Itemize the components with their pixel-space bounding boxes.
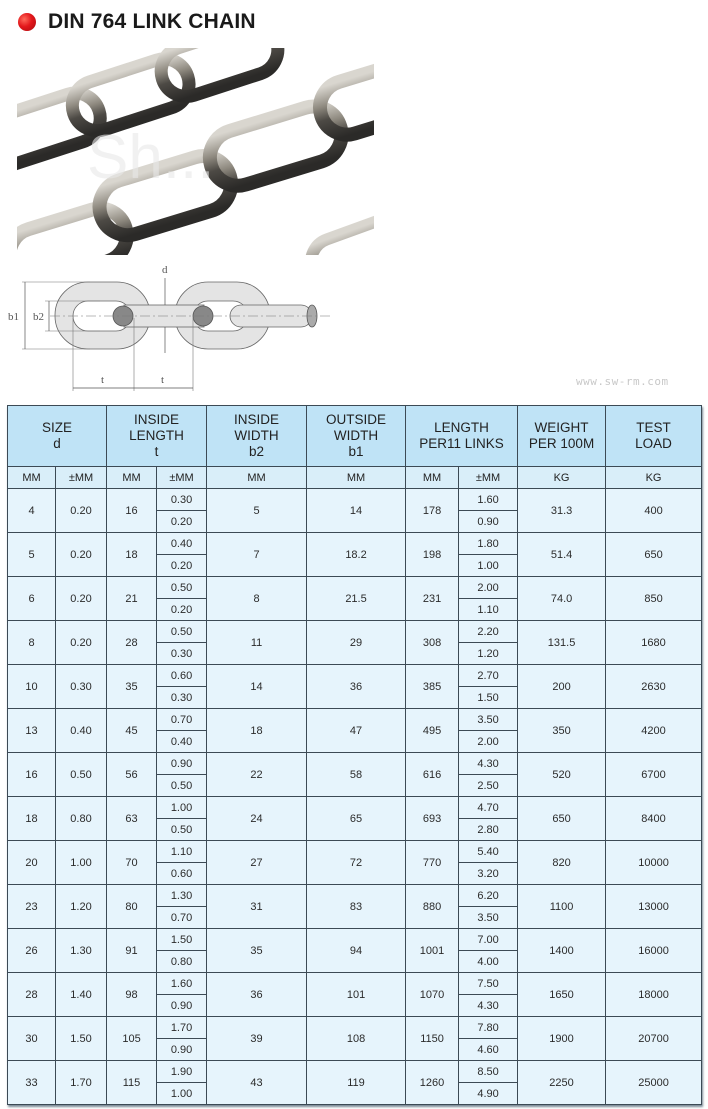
cell-inside-length: 98	[107, 973, 157, 1017]
table-row	[8, 665, 702, 687]
cell-length-11-tol-upper: 8.50	[459, 1061, 518, 1083]
cell-length-11-links: 1260	[406, 1061, 459, 1105]
cell-length-11-tol-lower: 4.00	[459, 951, 518, 973]
cell-size-d: 28	[8, 973, 56, 1017]
unit-cell: MM	[107, 467, 157, 489]
cell-outside-width: 94	[307, 929, 406, 973]
cell-inside-length-tol-upper: 1.90	[157, 1061, 207, 1083]
cell-inside-length: 115	[107, 1061, 157, 1105]
cell-inside-length: 35	[107, 665, 157, 709]
cell-length-11-links: 231	[406, 577, 459, 621]
cell-length-11-tol-lower: 0.90	[459, 511, 518, 533]
cell-length-11-links: 495	[406, 709, 459, 753]
cell-inside-width: 36	[207, 973, 307, 1017]
units-row	[8, 467, 702, 489]
cell-inside-length-tol-lower: 0.30	[157, 643, 207, 665]
cell-weight: 2250	[518, 1061, 606, 1105]
cell-inside-length: 21	[107, 577, 157, 621]
cell-length-11-tol-lower: 4.60	[459, 1039, 518, 1061]
cell-inside-length: 63	[107, 797, 157, 841]
cell-length-11-tol-upper: 3.50	[459, 709, 518, 731]
cell-size-d: 20	[8, 841, 56, 885]
table-row	[8, 489, 702, 511]
cell-test-load: 400	[606, 489, 702, 533]
cell-inside-width: 43	[207, 1061, 307, 1105]
cell-inside-length: 80	[107, 885, 157, 929]
cell-size-tolerance: 1.70	[56, 1061, 107, 1105]
chain-photo	[17, 48, 374, 255]
cell-outside-width: 58	[307, 753, 406, 797]
cell-inside-length-tol-upper: 0.90	[157, 753, 207, 775]
cell-inside-length-tol-upper: 1.00	[157, 797, 207, 819]
red-bullet-icon	[18, 13, 36, 31]
cell-inside-length-tol-lower: 0.60	[157, 863, 207, 885]
cell-length-11-links: 385	[406, 665, 459, 709]
cell-outside-width: 21.5	[307, 577, 406, 621]
cell-length-11-links: 308	[406, 621, 459, 665]
cell-inside-length-tol-upper: 0.30	[157, 489, 207, 511]
page-title: DIN 764 LINK CHAIN	[48, 10, 256, 33]
cell-inside-length-tol-lower: 0.40	[157, 731, 207, 753]
b2-label: b2	[33, 311, 44, 323]
cell-test-load: 1680	[606, 621, 702, 665]
cell-size-tolerance: 0.50	[56, 753, 107, 797]
header-test-load: TEST LOAD	[606, 406, 702, 467]
chain-dimension-diagram	[0, 258, 360, 393]
cell-weight: 1400	[518, 929, 606, 973]
cell-inside-length: 56	[107, 753, 157, 797]
cell-length-11-links: 693	[406, 797, 459, 841]
unit-cell: MM	[307, 467, 406, 489]
cell-weight: 31.3	[518, 489, 606, 533]
cell-length-11-tol-upper: 2.70	[459, 665, 518, 687]
cell-length-11-tol-lower: 2.00	[459, 731, 518, 753]
cell-size-d: 26	[8, 929, 56, 973]
cell-inside-width: 7	[207, 533, 307, 577]
cell-length-11-tol-lower: 2.50	[459, 775, 518, 797]
cell-length-11-tol-lower: 3.20	[459, 863, 518, 885]
cell-length-11-tol-upper: 2.00	[459, 577, 518, 599]
cell-size-d: 30	[8, 1017, 56, 1061]
table-row	[8, 929, 702, 951]
table-row	[8, 1061, 702, 1083]
cell-weight: 1650	[518, 973, 606, 1017]
cell-length-11-tol-lower: 3.50	[459, 907, 518, 929]
table-row	[8, 885, 702, 907]
cell-size-d: 13	[8, 709, 56, 753]
cell-inside-length-tol-upper: 1.70	[157, 1017, 207, 1039]
cell-inside-length: 28	[107, 621, 157, 665]
cell-inside-length-tol-upper: 0.50	[157, 577, 207, 599]
cell-length-11-tol-lower: 1.00	[459, 555, 518, 577]
header-length-per-11-links: LENGTH PER11 LINKS	[406, 406, 518, 467]
cell-size-d: 16	[8, 753, 56, 797]
cell-inside-length-tol-upper: 0.50	[157, 621, 207, 643]
cell-weight: 520	[518, 753, 606, 797]
page-header	[18, 8, 256, 36]
cell-length-11-tol-lower: 1.50	[459, 687, 518, 709]
cell-inside-length-tol-lower: 0.20	[157, 599, 207, 621]
header-outside-width: OUTSIDE WIDTH b1	[307, 406, 406, 467]
cell-outside-width: 18.2	[307, 533, 406, 577]
cell-weight: 1900	[518, 1017, 606, 1061]
cell-size-d: 23	[8, 885, 56, 929]
cell-inside-length-tol-lower: 1.00	[157, 1083, 207, 1105]
cell-length-11-tol-upper: 1.80	[459, 533, 518, 555]
cell-inside-width: 8	[207, 577, 307, 621]
cell-inside-length: 105	[107, 1017, 157, 1061]
cell-length-11-tol-upper: 6.20	[459, 885, 518, 907]
table-row	[8, 753, 702, 775]
cell-test-load: 25000	[606, 1061, 702, 1105]
cell-inside-length-tol-upper: 1.10	[157, 841, 207, 863]
cell-test-load: 16000	[606, 929, 702, 973]
cell-length-11-tol-lower: 4.90	[459, 1083, 518, 1105]
cell-length-11-links: 616	[406, 753, 459, 797]
cell-size-tolerance: 0.20	[56, 577, 107, 621]
unit-cell: ±MM	[459, 467, 518, 489]
d-label: d	[162, 264, 168, 276]
header-size: SIZE d	[8, 406, 107, 467]
cell-weight: 350	[518, 709, 606, 753]
header-weight: WEIGHT PER 100M	[518, 406, 606, 467]
cell-inside-length-tol-lower: 0.80	[157, 951, 207, 973]
cell-test-load: 850	[606, 577, 702, 621]
table-row	[8, 841, 702, 863]
cell-inside-width: 39	[207, 1017, 307, 1061]
cell-inside-width: 31	[207, 885, 307, 929]
cell-inside-length-tol-upper: 1.50	[157, 929, 207, 951]
cell-inside-length-tol-lower: 0.90	[157, 995, 207, 1017]
cell-outside-width: 108	[307, 1017, 406, 1061]
cell-inside-length: 91	[107, 929, 157, 973]
cell-test-load: 20700	[606, 1017, 702, 1061]
cell-weight: 650	[518, 797, 606, 841]
cell-inside-length: 45	[107, 709, 157, 753]
cell-inside-length-tol-lower: 0.50	[157, 819, 207, 841]
cell-test-load: 10000	[606, 841, 702, 885]
cell-outside-width: 14	[307, 489, 406, 533]
cell-length-11-links: 770	[406, 841, 459, 885]
cell-length-11-tol-upper: 2.20	[459, 621, 518, 643]
cell-inside-length-tol-lower: 0.30	[157, 687, 207, 709]
cell-inside-width: 27	[207, 841, 307, 885]
cell-size-tolerance: 1.40	[56, 973, 107, 1017]
cell-size-d: 10	[8, 665, 56, 709]
cell-inside-width: 24	[207, 797, 307, 841]
table-row	[8, 709, 702, 731]
unit-cell: KG	[606, 467, 702, 489]
table-row	[8, 797, 702, 819]
cell-size-tolerance: 0.40	[56, 709, 107, 753]
cell-length-11-tol-lower: 4.30	[459, 995, 518, 1017]
t-label-2: t	[161, 374, 165, 386]
cell-length-11-links: 1001	[406, 929, 459, 973]
cell-size-tolerance: 0.20	[56, 533, 107, 577]
cell-test-load: 8400	[606, 797, 702, 841]
cell-length-11-links: 198	[406, 533, 459, 577]
cell-length-11-tol-upper: 4.70	[459, 797, 518, 819]
cell-length-11-links: 1070	[406, 973, 459, 1017]
table-row	[8, 621, 702, 643]
photo-watermark: Sh...	[87, 123, 215, 192]
t-label-1: t	[101, 374, 105, 386]
spec-table-body	[8, 489, 702, 1105]
cell-inside-length: 70	[107, 841, 157, 885]
cell-inside-length-tol-upper: 0.40	[157, 533, 207, 555]
unit-cell: ±MM	[157, 467, 207, 489]
cell-outside-width: 101	[307, 973, 406, 1017]
cell-test-load: 18000	[606, 973, 702, 1017]
cell-size-tolerance: 1.20	[56, 885, 107, 929]
cell-length-11-tol-upper: 5.40	[459, 841, 518, 863]
cell-size-tolerance: 1.00	[56, 841, 107, 885]
cell-inside-length-tol-lower: 0.50	[157, 775, 207, 797]
cell-weight: 1100	[518, 885, 606, 929]
cell-weight: 51.4	[518, 533, 606, 577]
cell-outside-width: 36	[307, 665, 406, 709]
website-watermark: www.sw-rm.com	[576, 375, 669, 388]
cell-length-11-tol-lower: 1.10	[459, 599, 518, 621]
cell-length-11-tol-upper: 4.30	[459, 753, 518, 775]
cell-size-d: 4	[8, 489, 56, 533]
header-row	[8, 406, 702, 467]
cell-size-tolerance: 0.20	[56, 621, 107, 665]
cell-length-11-tol-lower: 2.80	[459, 819, 518, 841]
cell-outside-width: 72	[307, 841, 406, 885]
cell-length-11-links: 880	[406, 885, 459, 929]
cell-size-d: 33	[8, 1061, 56, 1105]
cell-inside-length-tol-lower: 0.70	[157, 907, 207, 929]
cell-size-d: 6	[8, 577, 56, 621]
header-inside-length: INSIDE LENGTH t	[107, 406, 207, 467]
cell-size-tolerance: 0.80	[56, 797, 107, 841]
cell-outside-width: 47	[307, 709, 406, 753]
cell-inside-length: 16	[107, 489, 157, 533]
cell-inside-length-tol-lower: 0.20	[157, 555, 207, 577]
cell-size-d: 5	[8, 533, 56, 577]
header-inside-width: INSIDE WIDTH b2	[207, 406, 307, 467]
cell-length-11-links: 178	[406, 489, 459, 533]
cell-inside-width: 5	[207, 489, 307, 533]
cell-outside-width: 119	[307, 1061, 406, 1105]
cell-size-tolerance: 0.20	[56, 489, 107, 533]
cell-weight: 74.0	[518, 577, 606, 621]
cell-test-load: 6700	[606, 753, 702, 797]
cell-inside-width: 18	[207, 709, 307, 753]
cell-inside-width: 11	[207, 621, 307, 665]
cell-inside-width: 22	[207, 753, 307, 797]
cell-length-11-tol-upper: 1.60	[459, 489, 518, 511]
cell-size-d: 8	[8, 621, 56, 665]
cell-inside-length-tol-lower: 0.20	[157, 511, 207, 533]
table-row	[8, 973, 702, 995]
unit-cell: ±MM	[56, 467, 107, 489]
table-row	[8, 1017, 702, 1039]
cell-test-load: 4200	[606, 709, 702, 753]
unit-cell: MM	[8, 467, 56, 489]
cell-length-11-tol-upper: 7.80	[459, 1017, 518, 1039]
cell-inside-length-tol-upper: 1.60	[157, 973, 207, 995]
cell-length-11-links: 1150	[406, 1017, 459, 1061]
cell-size-tolerance: 1.30	[56, 929, 107, 973]
cell-test-load: 13000	[606, 885, 702, 929]
cell-inside-width: 35	[207, 929, 307, 973]
cell-test-load: 650	[606, 533, 702, 577]
unit-cell: MM	[207, 467, 307, 489]
cell-test-load: 2630	[606, 665, 702, 709]
cell-inside-width: 14	[207, 665, 307, 709]
cell-inside-length-tol-upper: 0.60	[157, 665, 207, 687]
cell-inside-length-tol-upper: 1.30	[157, 885, 207, 907]
unit-cell: KG	[518, 467, 606, 489]
cell-outside-width: 83	[307, 885, 406, 929]
b1-label: b1	[8, 311, 19, 323]
cell-length-11-tol-upper: 7.00	[459, 929, 518, 951]
cell-size-d: 18	[8, 797, 56, 841]
cell-size-tolerance: 0.30	[56, 665, 107, 709]
unit-cell: MM	[406, 467, 459, 489]
cell-length-11-tol-lower: 1.20	[459, 643, 518, 665]
cell-inside-length: 18	[107, 533, 157, 577]
cell-weight: 131.5	[518, 621, 606, 665]
spec-table	[7, 405, 702, 1105]
cell-outside-width: 65	[307, 797, 406, 841]
cell-inside-length-tol-upper: 0.70	[157, 709, 207, 731]
table-row	[8, 533, 702, 555]
cell-size-tolerance: 1.50	[56, 1017, 107, 1061]
cell-length-11-tol-upper: 7.50	[459, 973, 518, 995]
cell-weight: 820	[518, 841, 606, 885]
cell-outside-width: 29	[307, 621, 406, 665]
cell-weight: 200	[518, 665, 606, 709]
table-row	[8, 577, 702, 599]
cell-inside-length-tol-lower: 0.90	[157, 1039, 207, 1061]
